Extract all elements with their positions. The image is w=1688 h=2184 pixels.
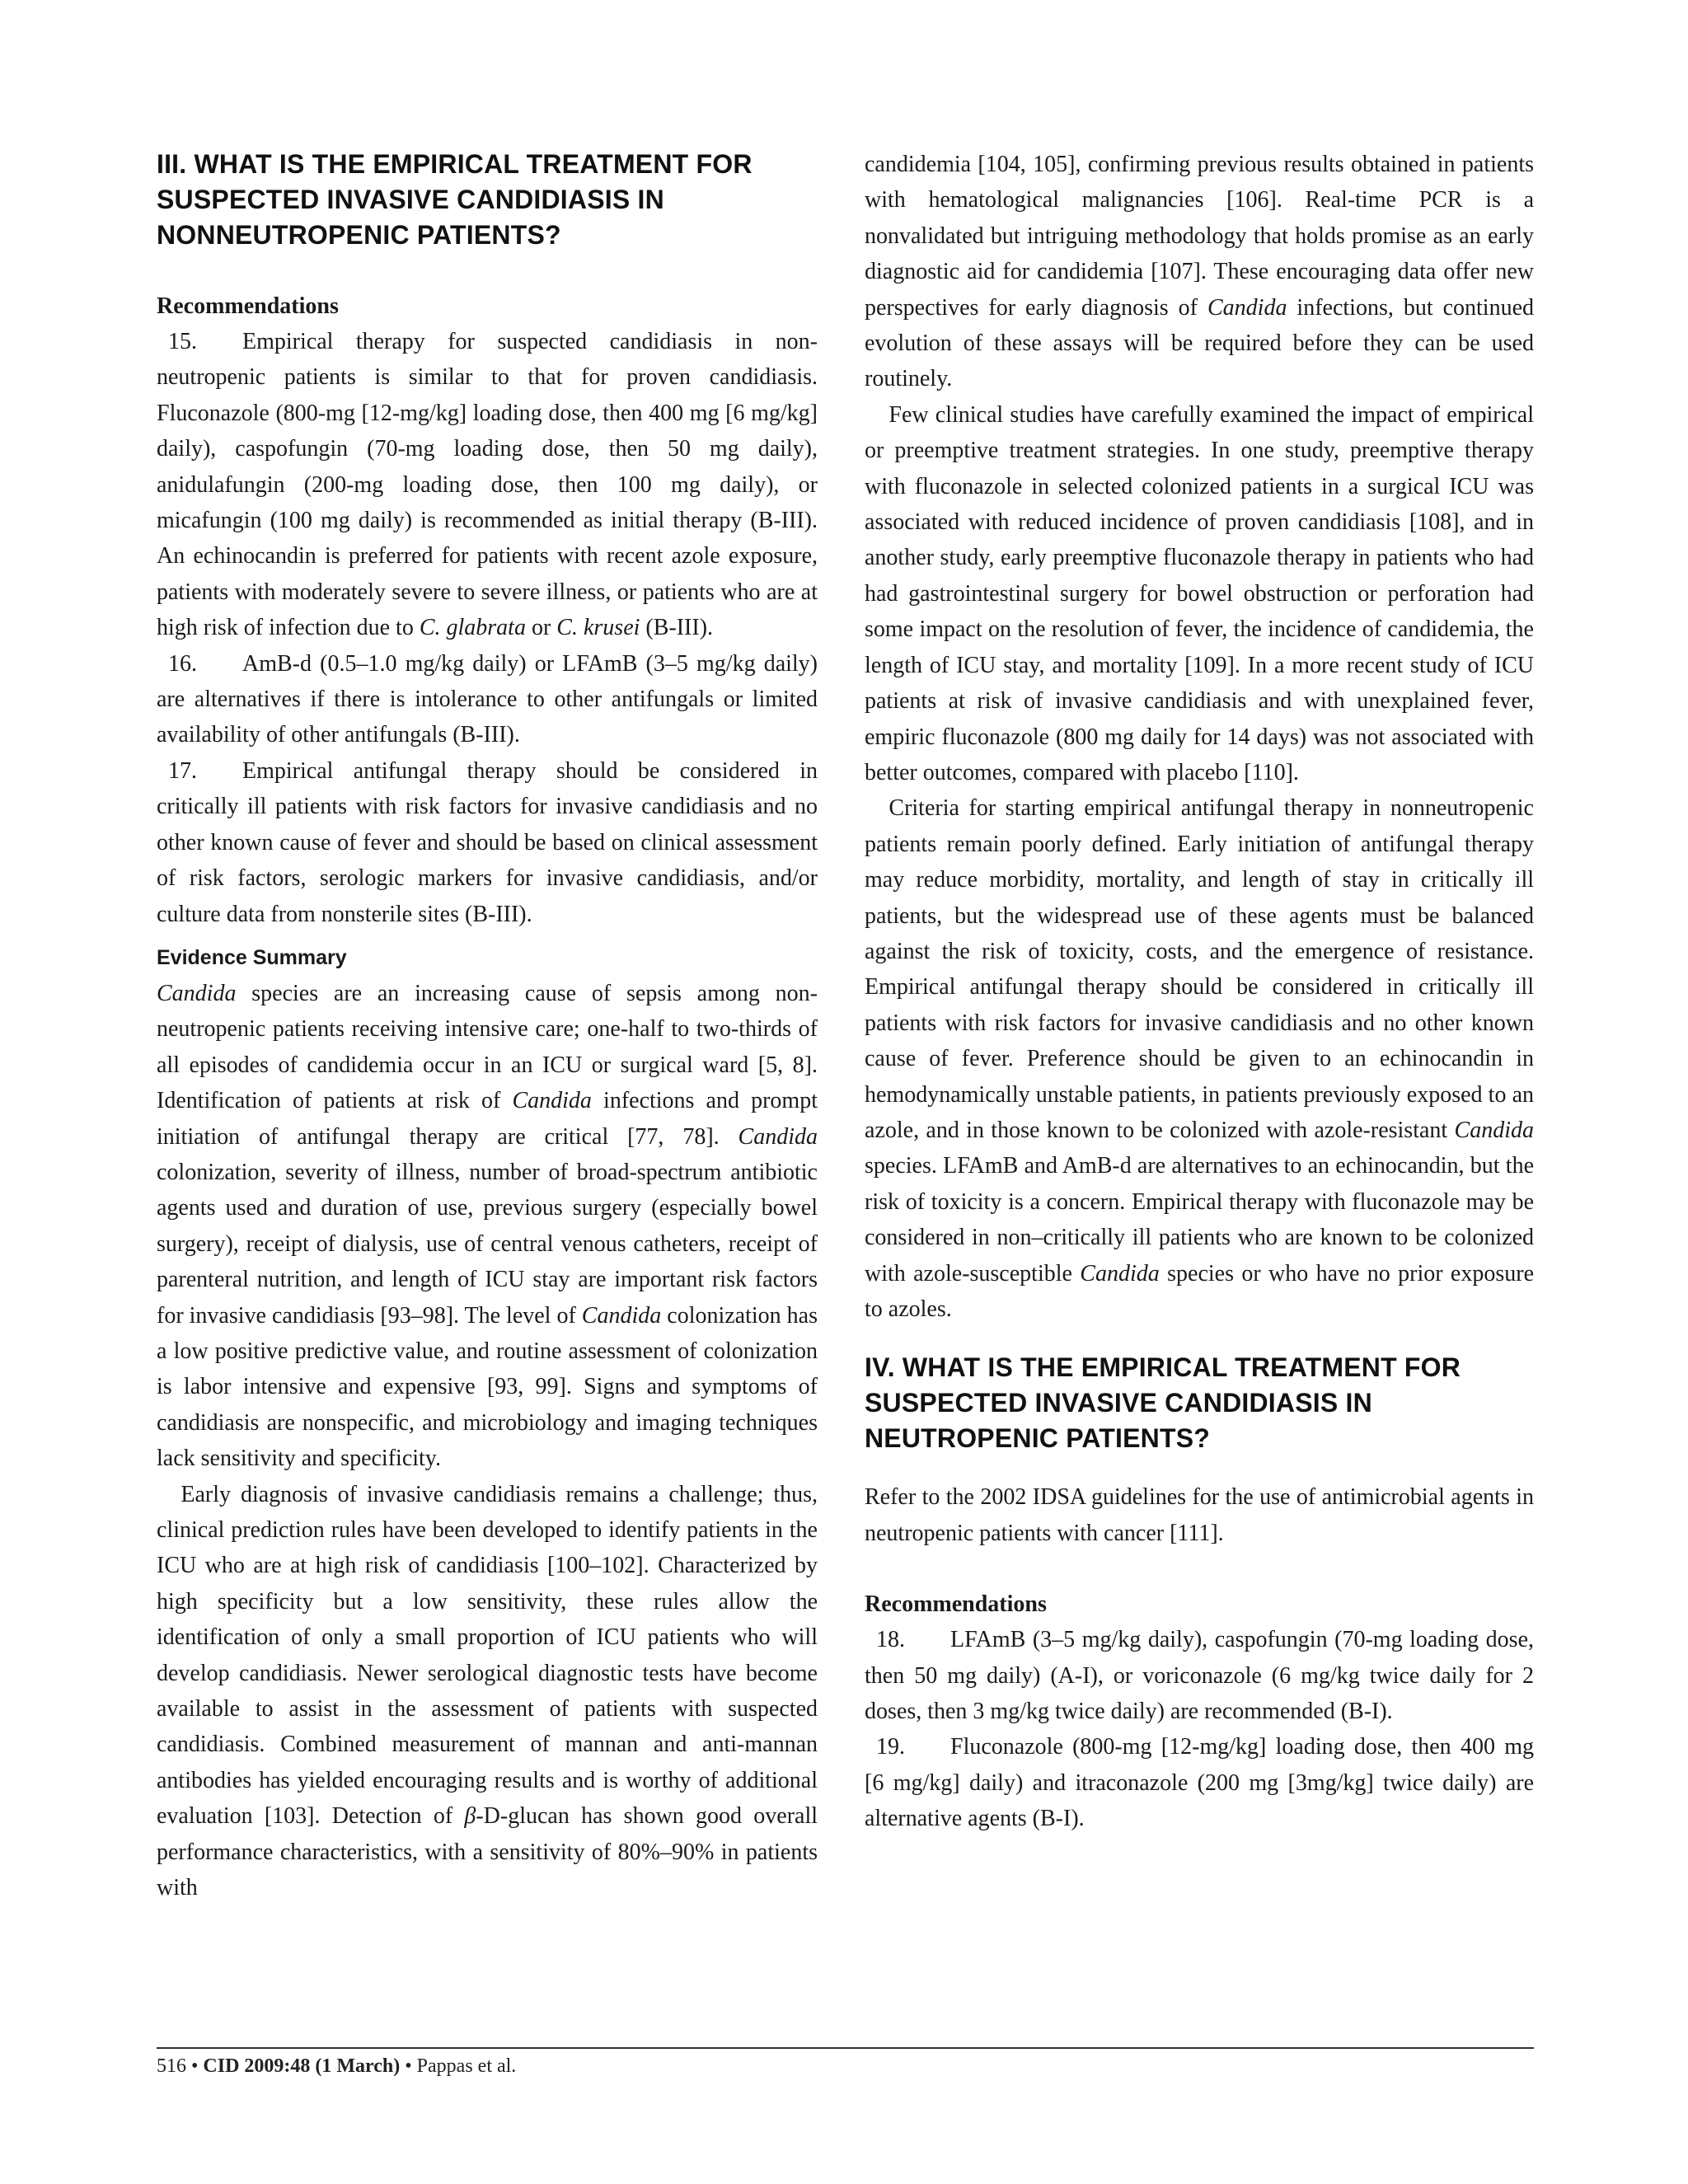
recommendation-16: 16. AmB-d (0.5–1.0 mg/kg daily) or LFAmB (3–5 mg/kg daily) are alternatives if there is intolerance to other antifungals or limited availability of other antifungals (B-III). <box>157 646 818 753</box>
recommendation-number: 18. <box>876 1627 905 1653</box>
body-paragraph-2: Few clinical studies have carefully examined the impact of empirical or preemptive treatment strategies. In one study, preemptive therapy with fluconazole in selected colonized patients in a surgical ICU was associated with reduced incidence of proven candidiasis [108], and in another study, early preemptive fluconazole therapy in patients who had had gastrointestinal surgery for bowel obstruction or perforation had some impact on the resolution of fever, the incidence of candidemia, the length of ICU stay, and mortality [109]. In a more recent study of ICU patients at risk of invasive candidiasis and with unexplained fever, empiric fluconazole (800 mg daily for 14 days) was not associated with better outcomes, compared with placebo [110]. <box>865 401 1534 785</box>
recommendation-number: 15. <box>168 329 197 354</box>
recommendation-number: 19. <box>876 1734 905 1760</box>
recommendation-15: 15. Empirical therapy for suspected candidiasis in non-neutropenic patients is similar to that for proven candidiasis. Fluconazole (800-mg [12-mg/kg] loading dose, then 400 mg [6 mg/kg] daily), caspofungin (70-mg loading dose, then 50 mg daily), anidulafungin (200-mg loading dose, then 100 mg daily), or micafungin (100 mg daily) is recommended as initial therapy (B-III). An echinocandin is preferred for patients with recent azole exposure, patients with moderately severe to severe illness, or patients who are at high risk of infection due to C. glabrata or C. krusei (B-III). <box>157 324 818 646</box>
evidence-paragraph-1: Candida species are an increasing cause of sepsis among non-neutropenic patients receiving intensive care; one-half to two-thirds of all episodes of candidemia occur in an ICU or surgical ward [5, 8]. Identification of patients at risk of Candida infections and prompt initiation of antifungal therapy are critical [77, 78]. Candida colonization, severity of illness, number of broad-spectrum antibiotic agents used and duration of use, previous surgery (especially bowel surgery), receipt of dialysis, use of central venous catheters, receipt of parenteral nutrition, and length of ICU stay are important risk factors for invasive candidiasis [93–98]. The level of Candida colonization has a low positive predictive value, and routine assessment of colonization is labor intensive and expensive [93, 99]. Signs and symptoms of candidiasis are nonspecific, and microbiology and imaging techniques lack sensitivity and specificity. <box>157 980 818 1472</box>
evidence-summary-label: Evidence Summary <box>157 945 347 969</box>
refer-paragraph: Refer to the 2002 IDSA guidelines for the use of antimicrobial agents in neutropenic patients with cancer [111]. <box>865 1484 1534 1546</box>
page-number: 516 <box>157 2055 186 2077</box>
page-footer: 516 • CID 2009:48 (1 March) • Pappas et al. <box>157 2055 517 2077</box>
left-column <box>157 147 818 1905</box>
recommendation-number: 16. <box>168 650 197 677</box>
recommendation-number: 17. <box>168 757 197 784</box>
section-iii-heading: III. WHAT IS THE EMPIRICAL TREATMENT FOR SUSPECTED INVASIVE CANDIDIASIS IN NONNEUTROPENIC PATIENTS? <box>157 149 753 250</box>
section-iv-heading: IV. WHAT IS THE EMPIRICAL TREATMENT FOR SUSPECTED INVASIVE CANDIDIASIS IN NEUTROPENIC PATIENTS? <box>865 1352 1461 1454</box>
recommendation-18: 18. LFAmB (3–5 mg/kg daily), caspofungin (70-mg loading dose, then 50 mg daily) (A-I), or voriconazole (6 mg/kg twice daily for 2 doses, then 3 mg/kg twice daily) are recommended (B-I). <box>865 1622 1534 1729</box>
evidence-paragraph-2: Early diagnosis of invasive candidiasis remains a challenge; thus, clinical prediction rules have been developed to identify patients in the ICU who are at high risk of candidiasis [100–102]. Characterized by high specificity but a low sensitivity, these rules allow the identification of only a small proportion of ICU patients who will develop candidiasis. Newer serological diagnostic tests have become available to assist in the assessment of patients with suspected candidiasis. Combined measurement of mannan and anti-mannan antibodies has yielded encouraging results and is worthy of additional evaluation [103]. Detection of β-D-glucan has shown good overall performance characteristics, with a sensitivity of 80%–90% in patients with <box>157 1481 818 1901</box>
recommendation-17: 17. Empirical antifungal therapy should be considered in critically ill patients with risk factors for invasive candidiasis and no other known cause of fever and should be based on clinical assessment of risk factors, serologic markers for invasive candidiasis, and/or culture data from nonsterile sites (B-III). <box>157 753 818 932</box>
authors: Pappas et al. <box>416 2055 517 2077</box>
body-paragraph-3: Criteria for starting empirical antifungal therapy in nonneutropenic patients remain poorly defined. Early initiation of antifungal therapy may reduce morbidity, mortality, and length of stay in critically ill patients, but the widespread use of these agents must be balanced against the risk of toxicity, costs, and the emergence of resistance. Empirical antifungal therapy should be considered in critically ill patients with risk factors for invasive candidiasis and no other known cause of fever. Preference should be given to an echinocandin in hemodynamically unstable patients, in patients previously exposed to an azole, and in those known to be colonized with azole-resistant Candida species. LFAmB and AmB-d are alternatives to an echinocandin, but the risk of toxicity is a concern. Empirical therapy with fluconazole may be considered in non–critically ill patients who are known to be colonized with azole-susceptible Candida species or who have no prior exposure to azoles. <box>865 795 1534 1322</box>
recommendation-19: 19. Fluconazole (800-mg [12-mg/kg] loading dose, then 400 mg [6 mg/kg] daily) and itraconazole (200 mg [3mg/kg] twice daily) are alternative agents (B-I). <box>865 1729 1534 1836</box>
body-paragraph-1: candidemia [104, 105], confirming previous results obtained in patients with hematological malignancies [106]. Real-time PCR is a nonvalidated but intriguing methodology that holds promise as an early diagnostic aid for candidemia [107]. These encouraging data offer new perspectives for early diagnosis of Candida infections, but continued evolution of these assays will be required before they can be used routinely. <box>865 152 1534 392</box>
recommendations-label: Recommendations <box>865 1591 1047 1618</box>
recommendations-label: Recommendations <box>157 293 339 319</box>
right-column <box>865 147 1534 1837</box>
footer-rule <box>157 2047 1534 2049</box>
journal-citation: CID 2009:48 (1 March) <box>203 2055 401 2077</box>
